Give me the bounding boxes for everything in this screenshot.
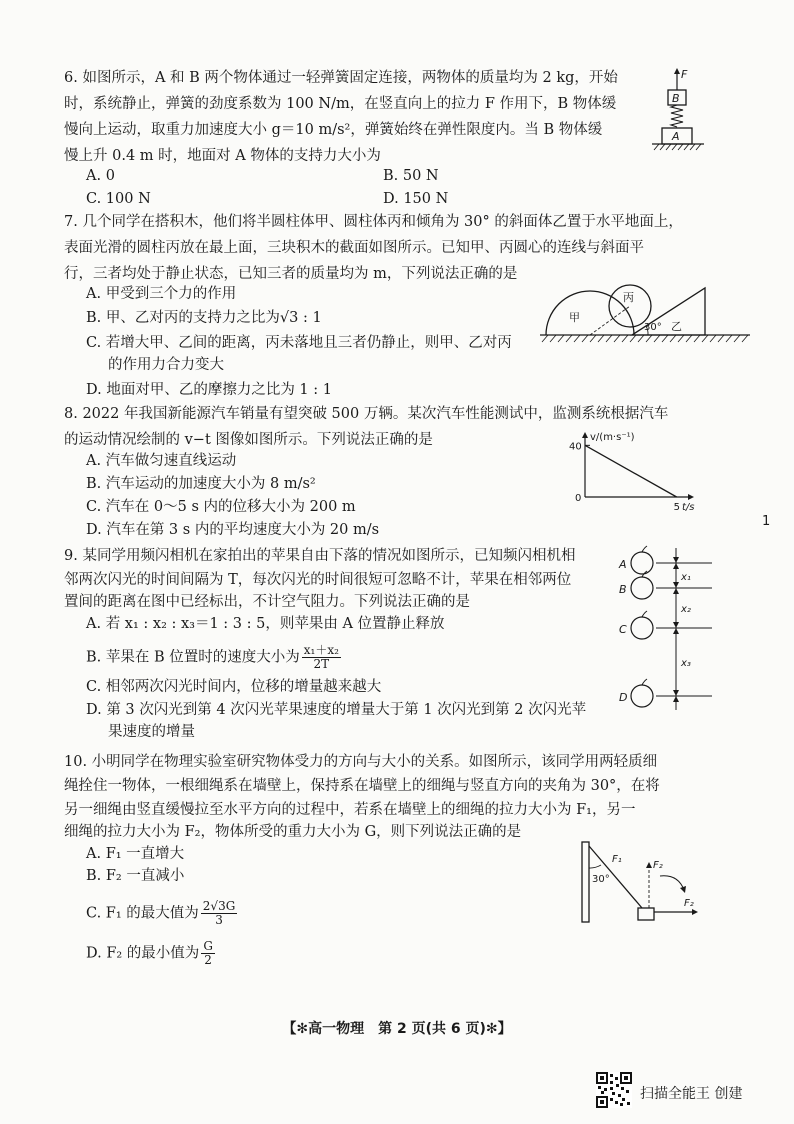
q9-label-x2: x₂ bbox=[681, 604, 691, 615]
q8-line-1: 8. 2022 年我国新能源汽车销量有望突破 500 万辆。某次汽车性能测试中，监测系统根据汽车 bbox=[64, 406, 669, 422]
q10-line-1: 10. 小明同学在物理实验室研究物体受力的方向与大小的关系。如图所示，该同学用两轻质细 bbox=[64, 754, 658, 770]
chart-origin-label: 0 bbox=[575, 493, 582, 504]
q10-label-angle: 30° bbox=[592, 874, 610, 885]
q10-option-d-denominator: 2 bbox=[204, 953, 212, 967]
q9-option-b-denominator: 2T bbox=[313, 657, 330, 671]
q6-line-4: 慢上升 0.4 m 时，地面对 A 物体的支持力大小为 bbox=[64, 148, 381, 164]
chart-y-axis-arrow bbox=[582, 432, 588, 438]
q9-line-2: 邻两次闪光的时间间隔为 T，每次闪光的时间很短可忽略不计，苹果在相邻两位 bbox=[64, 572, 572, 588]
q9-option-b-fraction bbox=[302, 644, 341, 671]
q10-option-c-denominator: 3 bbox=[215, 913, 223, 927]
margin-mark: 1 bbox=[762, 514, 771, 529]
q6-label-f: F bbox=[681, 68, 688, 81]
q8-option-c: C. 汽车在 0～5 s 内的位移大小为 200 m bbox=[86, 499, 356, 515]
apple-d bbox=[631, 679, 653, 707]
q10-option-c-text: C. F₁ 的最大值为 bbox=[86, 905, 199, 922]
q9-label-a: A bbox=[619, 558, 627, 571]
q9-option-a: A. 若 x₁ : x₂ : x₃＝1 : 3 : 5，则苹果由 A 位置静止释放 bbox=[86, 616, 445, 632]
q9-option-d-line-1: D. 第 3 次闪光到第 4 次闪光苹果速度的增量大于第 1 次闪光到第 2 次闪光苹 bbox=[86, 702, 587, 718]
q10-option-d-text: D. F₂ 的最小值为 bbox=[86, 945, 200, 962]
q6-line-1: 6. 如图所示，A 和 B 两个物体通过一轻弹簧固定连接，两物体的质量均为 2 kg，开始 bbox=[64, 70, 618, 86]
q9-option-c: C. 相邻两次闪光时间内，位移的增量越来越大 bbox=[86, 679, 382, 695]
q10-option-a: A. F₁ 一直增大 bbox=[86, 846, 185, 862]
q8-option-d: D. 汽车在第 3 s 内的平均速度大小为 20 m/s bbox=[86, 522, 380, 538]
q10-line-3: 另一细绳由竖直缓慢拉至水平方向的过程中，若系在墙壁上的细绳的拉力大小为 F₁，另一 bbox=[64, 802, 636, 818]
q7-label-angle: 30° bbox=[644, 322, 662, 333]
q10-label-f2-vertical: F₂ bbox=[653, 860, 663, 871]
q9-label-x1: x₁ bbox=[681, 572, 691, 583]
page-footer: 【✻高一物理 第 2 页(共 6 页)✻】 bbox=[282, 1021, 512, 1037]
q7-line-3: 行，三者均处于静止状态，已知三者的质量均为 m，下列说法正确的是 bbox=[64, 266, 518, 282]
q7-label-yi: 乙 bbox=[671, 320, 682, 333]
chart-series-line bbox=[585, 445, 677, 497]
q6-option-b: B. 50 N bbox=[383, 168, 439, 184]
q9-label-c: C bbox=[619, 623, 627, 636]
q10-line-4: 细绳的拉力大小为 F₂，物体所受的重力大小为 G，则下列说法正确的是 bbox=[64, 824, 522, 840]
q8-vt-chart bbox=[560, 428, 710, 513]
q6-label-a: A bbox=[672, 130, 680, 143]
q7-label-bing: 丙 bbox=[623, 291, 634, 304]
q10-line-2: 绳拴住一物体，一根细绳系在墙壁上，保持系在墙壁上的细绳与竖直方向的夹角为 30°，在将 bbox=[64, 778, 660, 794]
q8-option-a: A. 汽车做匀速直线运动 bbox=[86, 453, 237, 469]
q7-option-c-line-1: C. 若增大甲、乙间的距离，丙未落地且三者仍静止，则甲、乙对丙 bbox=[86, 335, 512, 351]
q10-label-f2-horizontal: F₂ bbox=[684, 898, 694, 909]
q7-line-2: 表面光滑的圆柱丙放在最上面，三块积木的截面如图所示。已知甲、丙圆心的连线与斜面平 bbox=[64, 240, 644, 256]
q7-option-a: A. 甲受到三个力的作用 bbox=[86, 286, 237, 302]
q6-line-2: 时，系统静止，弹簧的劲度系数为 100 N/m，在竖直向上的拉力 F 作用下，B 物体缓 bbox=[64, 96, 617, 112]
q8-line-2: 的运动情况绘制的 v−t 图像如图所示。下列说法正确的是 bbox=[64, 432, 433, 448]
q7-label-jia: 甲 bbox=[569, 311, 580, 324]
q9-label-d: D bbox=[619, 691, 628, 704]
q9-option-d-line-2: 果速度的增量 bbox=[108, 724, 195, 740]
q6-option-c: C. 100 N bbox=[86, 191, 151, 207]
q9-label-b: B bbox=[619, 583, 627, 596]
q6-line-3: 慢向上运动，取重力加速度大小 g＝10 m/s²，弹簧始终在弹性限度内。当 B 物体缓 bbox=[64, 122, 603, 138]
q6-option-d: D. 150 N bbox=[383, 191, 449, 207]
q9-label-x3: x₃ bbox=[681, 658, 691, 669]
q7-option-c-line-2: 的作用力合力变大 bbox=[108, 357, 224, 373]
q9-option-b-numerator: x₁＋x₂ bbox=[303, 643, 339, 657]
q10-option-d-numerator: G bbox=[203, 939, 213, 953]
q10-option-b: B. F₂ 一直减小 bbox=[86, 868, 185, 884]
chart-y-label: v/(m·s⁻¹) bbox=[590, 432, 635, 443]
apple-c bbox=[631, 611, 653, 639]
chart-y-tick-label: 40 bbox=[569, 441, 582, 453]
q10-option-c-numerator: 2√3G bbox=[202, 899, 236, 913]
q9-line-1: 9. 某同学用频闪相机在家拍出的苹果自由下落的情况如图所示，已知频闪相机相 bbox=[64, 548, 576, 564]
q6-spring-figure bbox=[650, 68, 710, 158]
apple-a bbox=[631, 546, 653, 574]
q9-line-3: 置间的距离在图中已经标出，不计空气阻力。下列说法正确的是 bbox=[64, 594, 470, 610]
q9-option-b-text: B. 苹果在 B 位置时的速度大小为 bbox=[86, 649, 300, 666]
chart-x-axis-arrow bbox=[688, 494, 694, 500]
chart-x-tick-label: 5 bbox=[673, 502, 681, 513]
q7-option-d: D. 地面对甲、乙的摩擦力之比为 1 : 1 bbox=[86, 382, 332, 398]
chart-x-label: t/s bbox=[682, 502, 695, 513]
q10-option-c-fraction bbox=[201, 900, 238, 927]
q8-option-b: B. 汽车运动的加速度大小为 8 m/s² bbox=[86, 476, 316, 492]
q7-blocks-figure bbox=[540, 280, 755, 345]
q9-option-b bbox=[86, 644, 343, 671]
q10-option-d bbox=[86, 940, 217, 967]
q10-option-d-fraction bbox=[201, 940, 215, 967]
q7-line-1: 7. 几个同学在搭积木，他们将半圆柱体甲、圆柱体丙和倾角为 30° 的斜面体乙置于水平地面上， bbox=[64, 214, 683, 230]
q10-label-f1: F₁ bbox=[612, 854, 622, 865]
apple-b bbox=[631, 571, 653, 599]
q10-string-figure bbox=[578, 838, 708, 928]
q6-option-a: A. 0 bbox=[86, 168, 115, 184]
watermark: 扫描全能王 创建 bbox=[640, 1086, 743, 1102]
q6-label-b: B bbox=[672, 92, 680, 105]
qr-code-icon bbox=[596, 1072, 632, 1108]
q9-apple-figure bbox=[612, 540, 722, 720]
q7-option-b: B. 甲、乙对丙的支持力之比为√3 : 1 bbox=[86, 310, 322, 326]
q10-option-c bbox=[86, 900, 239, 927]
